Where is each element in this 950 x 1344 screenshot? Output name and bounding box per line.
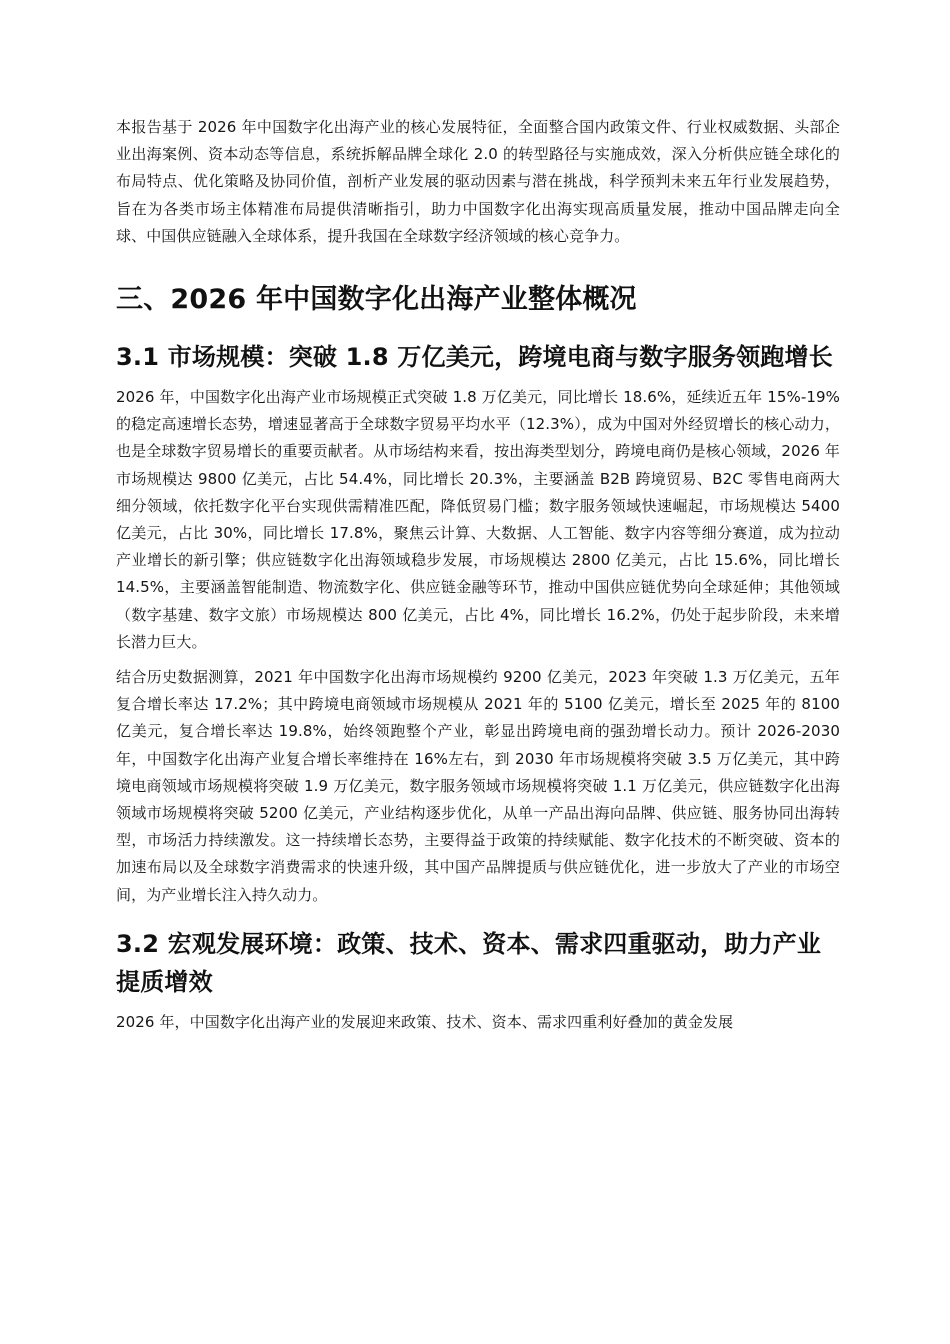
subsection-3-2-heading: 3.2 宏观发展环境：政策、技术、资本、需求四重驱动，助力产业提质增效 bbox=[116, 929, 822, 996]
section-3-heading: 三、2026 年中国数字化出海产业整体概况 bbox=[116, 284, 637, 316]
intro-paragraph: 本报告基于 2026 年中国数字化出海产业的核心发展特征，全面整合国内政策文件、行业权威数据、头部企业出海案例、资本动态等信息，系统拆解品牌全球化 2.0 的转型路径与实施成效，深入分析供应链全球化的布局特点、优化策略及协同价值，剖析产业发展的驱动因素与潜在挑战，科学预判未来五年行业发展趋势，旨在为各类市场主体精准布局提供清晰指引，助力中国数字化出海实现高质量发展，推动中国品牌走向全球、中国供应链融入全球体系，提升我国在全球数字经济领域的核心竞争力。 bbox=[116, 118, 840, 245]
subsection-3-2-paragraph-1: 2026 年，中国数字化出海产业的发展迎来政策、技术、资本、需求四重利好叠加的黄金发展 bbox=[116, 1012, 734, 1031]
subsection-3-1-paragraph-2: 结合历史数据测算，2021 年中国数字化出海市场规模约 9200 亿美元，2023 年突破 1.3 万亿美元，五年复合增长率达 17.2%；其中跨境电商领域市场规模从 2021 年的 5100 亿美元，增长至 2025 年的 8100 亿美元，复合增长率达 19.8%，始终领跑整个产业，彰显出跨境电商的强劲增长动力。预计 2026-2030 年，中国数字化出海产业复合增长率维持在 16%左右，到 2030 年市场规模将突破 3.5 万亿美元，其中跨境电商领域市场规模将突破 1.9 万亿美元，数字服务领域市场规模将突破 1.1 万亿美元，供应链数字化出海领域市场规模将突破 5200 亿美元，产业结构逐步优化，从单一产品出海向品牌、供应链、服务协同出海转型，市场活力持续激发。这一持续增长态势，主要得益于政策的持续赋能、数字化技术的不断突破、资本的加速布局以及全球数字消费需求的快速升级，其中国产品牌提质与供应链优化，进一步放大了产业的市场空间，为产业增长注入持久动力。 bbox=[116, 668, 840, 904]
document-body bbox=[116, 114, 840, 1036]
subsection-3-1-paragraph-1: 2026 年，中国数字化出海产业市场规模正式突破 1.8 万亿美元，同比增长 18.6%，延续近五年 15%-19%的稳定高速增长态势，增速显著高于全球数字贸易平均水平（12.3%），成为中国对外经贸增长的核心动力，也是全球数字贸易增长的重要贡献者。从市场结构来看，按出海类型划分，跨境电商仍是核心领域，2026 年市场规模达 9800 亿美元，占比 54.4%，同比增长 20.3%，主要涵盖 B2B 跨境贸易、B2C 零售电商两大细分领域，依托数字化平台实现供需精准匹配，降低贸易门槛；数字服务领域快速崛起，市场规模达 5400 亿美元，占比 30%，同比增长 17.8%，聚焦云计算、大数据、人工智能、数字内容等细分赛道，成为拉动产业增长的新引擎；供应链数字化出海领域稳步发展，市场规模达 2800 亿美元，占比 15.6%，同比增长 14.5%，主要涵盖智能制造、物流数字化、供应链金融等环节，推动中国供应链优势向全球延伸；其他领域（数字基建、数字文旅）市场规模达 800 亿美元，占比 4%，同比增长 16.2%，仍处于起步阶段，未来增长潜力巨大。 bbox=[116, 388, 840, 651]
subsection-3-1-heading: 3.1 市场规模：突破 1.8 万亿美元，跨境电商与数字服务领跑增长 bbox=[116, 343, 833, 372]
